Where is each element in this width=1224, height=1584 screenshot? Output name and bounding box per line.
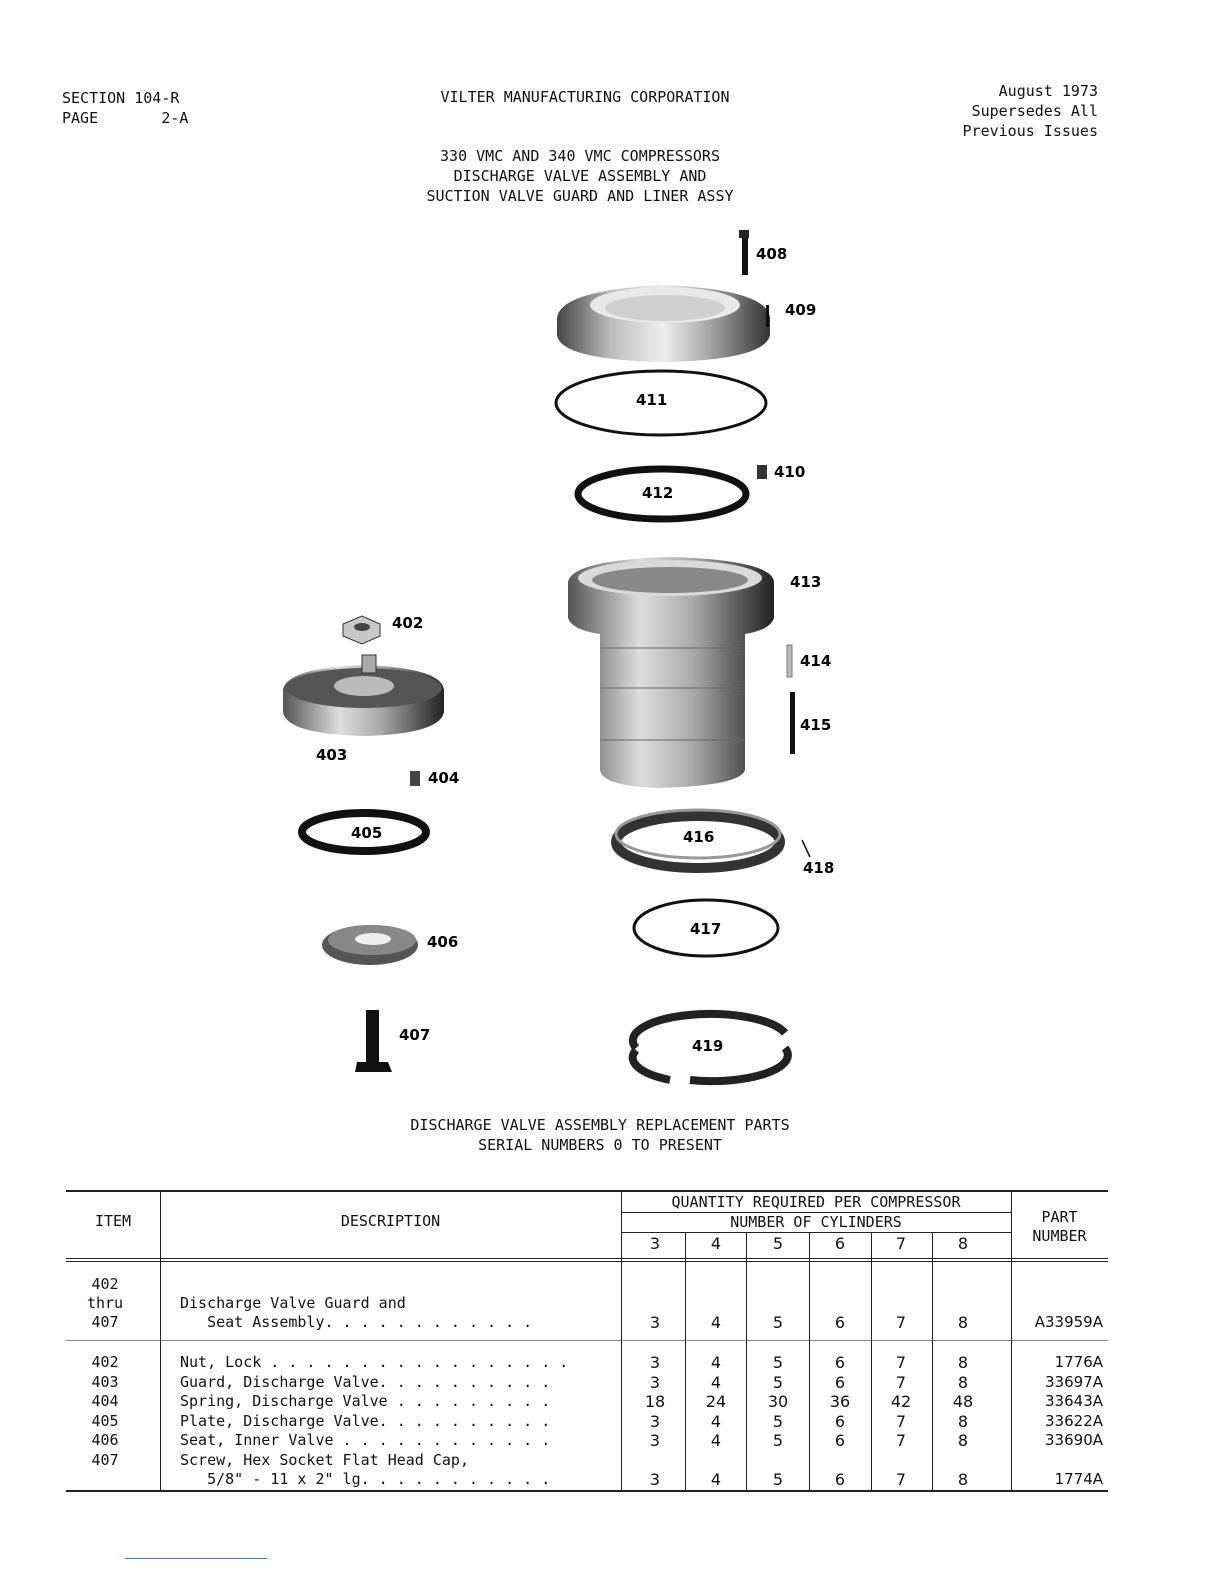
col-rule-4	[746, 1232, 747, 1492]
cyl-8: 8	[957, 1234, 969, 1253]
label-413: 413	[790, 573, 822, 591]
label-411: 411	[636, 391, 668, 409]
table-row-part-number: 33690A	[1045, 1431, 1103, 1450]
issue-date: August 1973	[998, 82, 1098, 100]
cyl-header-rule	[621, 1232, 1011, 1233]
table-row-qty: 42	[890, 1392, 912, 1412]
table-row-qty: 3	[649, 1431, 661, 1451]
table-top-rule	[66, 1190, 1108, 1192]
assembly-item-1: 402	[91, 1275, 119, 1293]
table-row-qty: 6	[834, 1372, 846, 1392]
label-415: 415	[800, 716, 832, 734]
part-403-guard	[283, 655, 444, 736]
table-row-qty: 24	[705, 1392, 727, 1412]
label-408: 408	[756, 245, 788, 263]
assembly-qty-7: 7	[895, 1313, 907, 1332]
row-407-qty-7: 7	[895, 1470, 907, 1489]
table-row-part-number: 33643A	[1045, 1392, 1103, 1411]
part-408-bolt	[739, 230, 749, 275]
table-row-qty: 7	[895, 1431, 907, 1451]
company-name: VILTER MANUFACTURING CORPORATION	[440, 88, 730, 106]
assembly-item-2: thru	[86, 1294, 124, 1312]
title-line1: 330 VMC AND 340 VMC COMPRESSORS	[440, 147, 720, 165]
table-row-qty: 8	[957, 1431, 969, 1451]
assembly-part-number: A33959A	[1034, 1313, 1103, 1331]
assembly-qty-5: 5	[772, 1313, 784, 1332]
label-406: 406	[427, 933, 459, 951]
table-row-part-number: 1776A	[1054, 1353, 1103, 1371]
cyl-3: 3	[649, 1234, 661, 1253]
label-402: 402	[392, 614, 424, 632]
table-row-qty: 5	[772, 1431, 784, 1451]
table-row-qty: 4	[710, 1372, 722, 1392]
table-row-qty: 3	[649, 1411, 661, 1431]
table-row-qty: 3	[649, 1353, 661, 1372]
title-line2: DISCHARGE VALVE ASSEMBLY AND	[453, 167, 707, 185]
assembly-qty-4: 4	[710, 1313, 722, 1332]
header-item: ITEM	[94, 1212, 132, 1230]
part-414-pin	[787, 645, 792, 677]
row-407-qty-3: 3	[649, 1470, 661, 1489]
table-row-description: Plate, Discharge Valve. . . . . . . . . .	[180, 1411, 551, 1430]
assembly-qty-3: 3	[649, 1313, 661, 1332]
header-quantity: QUANTITY REQUIRED PER COMPRESSOR	[671, 1193, 961, 1211]
cyl-6: 6	[834, 1234, 846, 1253]
part-406-seat	[322, 925, 418, 965]
table-row-qty: 5	[772, 1372, 784, 1392]
assembly-rule	[66, 1340, 1108, 1341]
label-405: 405	[351, 824, 383, 842]
title-line3: SUCTION VALVE GUARD AND LINER ASSY	[426, 187, 734, 205]
label-418: 418	[803, 859, 835, 877]
table-title-line1: DISCHARGE VALVE ASSEMBLY REPLACEMENT PARTS	[410, 1116, 790, 1134]
table-row-qty: 7	[895, 1411, 907, 1431]
label-414: 414	[800, 652, 832, 670]
cyl-5: 5	[772, 1234, 784, 1253]
row-407-desc-1: Screw, Hex Socket Flat Head Cap,	[180, 1451, 469, 1469]
page-number: PAGE 2-A	[62, 109, 189, 127]
footer-rule	[125, 1558, 267, 1559]
label-404: 404	[428, 769, 460, 787]
table-row-qty: 4	[710, 1431, 722, 1451]
table-row-description: Seat, Inner Valve . . . . . . . . . . . .	[180, 1431, 551, 1450]
table-row-qty: 8	[957, 1411, 969, 1431]
row-407-desc-2: 5/8" - 11 x 2" lg. . . . . . . . . . .	[180, 1470, 551, 1488]
table-row-part-number: 33697A	[1045, 1372, 1103, 1391]
header-part-2: NUMBER	[1032, 1227, 1087, 1245]
part-409-flange	[557, 285, 770, 362]
table-row-qty: 7	[895, 1353, 907, 1372]
header-bottom-rule-2	[66, 1261, 1108, 1262]
label-410: 410	[774, 463, 806, 481]
header-part-1: PART	[1041, 1208, 1078, 1226]
supersedes-line2: Previous Issues	[962, 122, 1098, 140]
table-row-qty: 4	[710, 1353, 722, 1372]
label-412: 412	[642, 484, 674, 502]
label-416: 416	[683, 828, 715, 846]
part-404-spring	[410, 771, 420, 786]
table-row-qty: 48	[952, 1392, 974, 1412]
label-407: 407	[399, 1026, 431, 1044]
table-row-qty: 18	[644, 1392, 666, 1412]
table-row-qty: 8	[957, 1353, 969, 1372]
table-row-qty: 6	[834, 1431, 846, 1451]
part-418	[802, 840, 810, 857]
row-407-part-number: 1774A	[1054, 1470, 1103, 1488]
section-number: SECTION 104-R	[62, 89, 180, 107]
table-row-item: 405	[91, 1411, 119, 1430]
table-row-qty: 6	[834, 1411, 846, 1431]
part-410	[757, 465, 767, 479]
assembly-desc-2: Seat Assembly. . . . . . . . . . . .	[180, 1313, 533, 1331]
label-419: 419	[692, 1037, 724, 1055]
table-row-item: 404	[91, 1392, 119, 1411]
table-row-qty: 36	[829, 1392, 851, 1412]
table-row-qty: 4	[710, 1411, 722, 1431]
part-407-screw	[355, 1010, 392, 1072]
row-407-qty-6: 6	[834, 1470, 846, 1489]
cyl-4: 4	[710, 1234, 722, 1253]
supersedes-line1: Supersedes All	[971, 102, 1098, 120]
assembly-item-3: 407	[91, 1313, 119, 1331]
table-row-item: 402	[91, 1353, 119, 1371]
table-row-description: Nut, Lock . . . . . . . . . . . . . . . . .	[180, 1353, 569, 1371]
row-407-qty-4: 4	[710, 1470, 722, 1489]
assembly-qty-8: 8	[957, 1313, 969, 1332]
table-row-qty: 7	[895, 1372, 907, 1392]
table-row-item: 403	[91, 1372, 119, 1391]
table-title-line2: SERIAL NUMBERS 0 TO PRESENT	[478, 1136, 722, 1154]
label-417: 417	[690, 920, 722, 938]
row-407-qty-5: 5	[772, 1470, 784, 1489]
header-description: DESCRIPTION	[340, 1212, 441, 1230]
table-row-item: 406	[91, 1431, 119, 1450]
cyl-7: 7	[895, 1234, 907, 1253]
label-409: 409	[785, 301, 817, 319]
col-rule-item	[160, 1190, 161, 1492]
table-row-qty: 5	[772, 1353, 784, 1372]
table-row-part-number: 33622A	[1045, 1411, 1103, 1430]
table-bottom-rule	[66, 1490, 1108, 1492]
table-row-qty: 5	[772, 1411, 784, 1431]
row-407-item: 407	[91, 1451, 119, 1469]
label-403: 403	[316, 746, 348, 764]
table-row-qty: 8	[957, 1372, 969, 1392]
table-row-qty: 3	[649, 1372, 661, 1392]
header-bottom-rule-1	[66, 1258, 1108, 1259]
table-row-qty: 30	[767, 1392, 789, 1412]
col-rule-desc	[621, 1190, 622, 1492]
row-407-qty-8: 8	[957, 1470, 969, 1489]
table-row-qty: 6	[834, 1353, 846, 1372]
assembly-desc-1: Discharge Valve Guard and	[180, 1294, 406, 1312]
part-402-nut	[343, 616, 380, 644]
header-cylinders: NUMBER OF CYLINDERS	[730, 1213, 902, 1231]
assembly-qty-6: 6	[834, 1313, 846, 1332]
part-415-rod	[790, 692, 795, 754]
table-row-description: Spring, Discharge Valve . . . . . . . . .	[180, 1392, 551, 1411]
part-413-liner	[568, 557, 774, 788]
table-row-description: Guard, Discharge Valve. . . . . . . . . .	[180, 1372, 551, 1391]
